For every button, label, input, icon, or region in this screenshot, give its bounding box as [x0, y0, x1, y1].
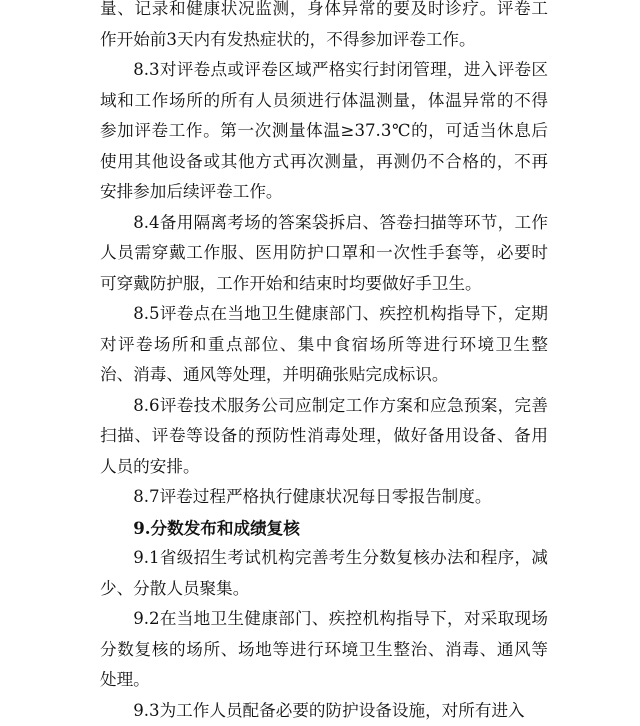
paragraph-8-3: 8.3对评卷点或评卷区域严格实行封闭管理，进入评卷区域和工作场所的所有人员须进行体温测量，体温异常的不得参加评卷工作。第一次测量体温≥37.3℃的，可适当休息后使用其他设备或其他方式再次测量，再测仍不合格的，不再安排参加后续评卷工作。	[100, 55, 548, 208]
document-page	[100, 0, 548, 726]
paragraph-8-4: 8.4备用隔离考场的答案袋拆启、答卷扫描等环节，工作人员需穿戴工作服、医用防护口罩和一次性手套等，必要时可穿戴防护服，工作开始和结束时均要做好手卫生。	[100, 208, 548, 300]
paragraph-8-5: 8.5评卷点在当地卫生健康部门、疾控机构指导下，定期对评卷场所和重点部位、集中食宿场所等进行环境卫生整治、消毒、通风等处理，并明确张贴完成标识。	[100, 299, 548, 391]
paragraph-8-7: 8.7评卷过程严格执行健康状况每日零报告制度。	[100, 482, 548, 513]
paragraph-9-2: 9.2在当地卫生健康部门、疾控机构指导下，对采取现场分数复核的场所、场地等进行环境卫生整治、消毒、通风等处理。	[100, 604, 548, 696]
paragraph-8-6: 8.6评卷技术服务公司应制定工作方案和应急预案，完善扫描、评卷等设备的预防性消毒处理，做好备用设备、备用人员的安排。	[100, 391, 548, 483]
paragraph-9-1: 9.1省级招生考试机构完善考生分数复核办法和程序，减少、分散人员聚集。	[100, 543, 548, 604]
paragraph-9-3: 9.3为工作人员配备必要的防护设备设施，对所有进入	[100, 696, 548, 726]
section-heading-9: 9.分数发布和成绩复核	[100, 513, 548, 544]
paragraph-continuation: 量、记录和健康状况监测，身体异常的要及时诊疗。评卷工作开始前3天内有发热症状的，不得参加评卷工作。	[100, 0, 548, 55]
